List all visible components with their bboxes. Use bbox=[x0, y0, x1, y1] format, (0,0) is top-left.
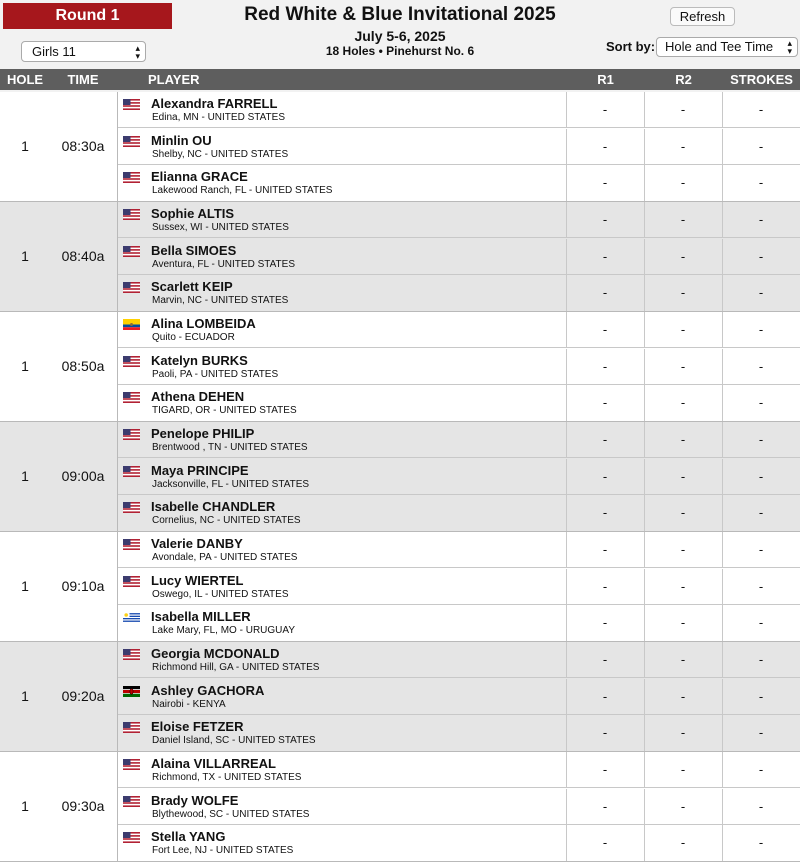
refresh-button[interactable]: Refresh bbox=[670, 7, 735, 26]
group-tee-time: 09:10a bbox=[61, 578, 105, 594]
player-name[interactable]: Bella SIMOES bbox=[151, 242, 237, 258]
group-hole: 1 bbox=[21, 248, 29, 264]
player-row[interactable] bbox=[118, 129, 800, 165]
score-strokes: - bbox=[722, 349, 799, 385]
score-r1: - bbox=[566, 459, 643, 495]
player-location: Aventura, FL - UNITED STATES bbox=[152, 258, 295, 270]
player-name[interactable]: Sophie ALTIS bbox=[151, 206, 235, 221]
table-header bbox=[0, 69, 800, 90]
player-row[interactable] bbox=[118, 312, 800, 348]
player-name[interactable]: Alina LOMBEIDA bbox=[151, 316, 256, 331]
score-r2: - bbox=[644, 92, 721, 128]
column-header-r2: R2 bbox=[675, 72, 692, 87]
player-name[interactable]: Brady WOLFE bbox=[151, 792, 239, 808]
player-location: Paoli, PA - UNITED STATES bbox=[152, 368, 279, 380]
player-location: Daniel Island, SC - UNITED STATES bbox=[152, 735, 316, 746]
player-row[interactable] bbox=[118, 495, 800, 531]
tee-time-group bbox=[0, 752, 800, 862]
ke-flag-icon bbox=[123, 684, 140, 695]
score-strokes: - bbox=[722, 605, 799, 641]
us-flag-icon bbox=[123, 390, 140, 401]
tee-time-group bbox=[0, 202, 800, 312]
us-flag-icon bbox=[123, 757, 140, 768]
round-tab[interactable]: Round 1 bbox=[3, 3, 172, 29]
player-row[interactable] bbox=[118, 569, 800, 605]
score-r2: - bbox=[644, 422, 721, 458]
score-r2: - bbox=[644, 495, 721, 531]
score-r1: - bbox=[566, 312, 643, 348]
player-location: Edina, MN - UNITED STATES bbox=[152, 112, 285, 123]
score-strokes: - bbox=[722, 275, 799, 311]
player-location: Nairobi - KENYA bbox=[152, 698, 226, 710]
player-name[interactable]: Alaina VILLARREAL bbox=[151, 756, 276, 771]
score-strokes: - bbox=[722, 422, 799, 458]
group-hole: 1 bbox=[21, 358, 29, 374]
player-row[interactable] bbox=[118, 349, 800, 385]
score-r2: - bbox=[644, 275, 721, 311]
player-row[interactable] bbox=[118, 679, 800, 715]
us-flag-icon bbox=[123, 647, 140, 658]
player-location: Lake Mary, FL, MO - URUGUAY bbox=[152, 625, 295, 636]
us-flag-icon bbox=[123, 170, 140, 181]
ec-flag-icon bbox=[123, 317, 140, 328]
score-r1: - bbox=[566, 532, 643, 568]
score-strokes: - bbox=[722, 532, 799, 568]
score-r2: - bbox=[644, 642, 721, 678]
player-row[interactable] bbox=[118, 239, 800, 275]
player-name[interactable]: Isabelle CHANDLER bbox=[151, 499, 276, 514]
score-r2: - bbox=[644, 239, 721, 275]
sort-label: Sort by: bbox=[606, 39, 656, 54]
tee-time-group bbox=[0, 92, 800, 202]
score-r2: - bbox=[644, 349, 721, 385]
column-header-strokes: STROKES bbox=[730, 72, 793, 87]
group-hole: 1 bbox=[21, 688, 29, 704]
score-strokes: - bbox=[722, 495, 799, 531]
player-name[interactable]: Isabella MILLER bbox=[151, 609, 251, 624]
score-r1: - bbox=[566, 385, 643, 421]
us-flag-icon bbox=[123, 794, 140, 805]
score-r1: - bbox=[566, 165, 643, 201]
player-location: Brentwood , TN - UNITED STATES bbox=[152, 442, 308, 453]
player-row[interactable] bbox=[118, 532, 800, 568]
us-flag-icon bbox=[123, 720, 140, 731]
select-arrows-icon: ▴ ▾ bbox=[135, 42, 140, 61]
sort-select-value: Hole and Tee Time bbox=[665, 39, 774, 54]
player-location: Lakewood Ranch, FL - UNITED STATES bbox=[152, 185, 333, 196]
player-location: Jacksonville, FL - UNITED STATES bbox=[152, 478, 310, 490]
score-r2: - bbox=[644, 825, 721, 861]
player-row[interactable] bbox=[118, 385, 800, 421]
tee-time-group bbox=[0, 422, 800, 532]
us-flag-icon bbox=[123, 244, 140, 255]
player-location: Sussex, WI - UNITED STATES bbox=[152, 222, 289, 233]
score-strokes: - bbox=[722, 165, 799, 201]
score-r1: - bbox=[566, 495, 643, 531]
score-r2: - bbox=[644, 605, 721, 641]
group-tee-time: 08:50a bbox=[61, 358, 105, 374]
tournament-dates: July 5-6, 2025 bbox=[354, 28, 446, 44]
us-flag-icon bbox=[123, 97, 140, 108]
score-strokes: - bbox=[722, 92, 799, 128]
score-r1: - bbox=[566, 679, 643, 715]
score-r1: - bbox=[566, 715, 643, 751]
group-hole: 1 bbox=[21, 798, 29, 814]
player-location: TIGARD, OR - UNITED STATES bbox=[152, 405, 297, 416]
sort-select[interactable] bbox=[656, 37, 798, 57]
score-r1: - bbox=[566, 202, 643, 238]
score-strokes: - bbox=[722, 679, 799, 715]
player-name[interactable]: Lucy WIERTEL bbox=[151, 572, 244, 588]
column-header-hole: HOLE bbox=[6, 72, 44, 87]
score-r2: - bbox=[644, 312, 721, 348]
tee-time-group bbox=[0, 532, 800, 642]
player-location: Marvin, NC - UNITED STATES bbox=[152, 295, 289, 306]
score-r2: - bbox=[644, 385, 721, 421]
score-r1: - bbox=[566, 642, 643, 678]
score-r2: - bbox=[644, 789, 721, 825]
score-strokes: - bbox=[722, 789, 799, 825]
page-title: Red White & Blue Invitational 2025 bbox=[244, 4, 556, 25]
player-name[interactable]: Georgia MCDONALD bbox=[151, 646, 280, 661]
score-strokes: - bbox=[722, 642, 799, 678]
player-location: Avondale, PA - UNITED STATES bbox=[152, 552, 298, 563]
score-strokes: - bbox=[722, 752, 799, 788]
player-name[interactable]: Ashley GACHORA bbox=[151, 682, 265, 698]
player-row[interactable] bbox=[118, 825, 800, 861]
column-header-r1: R1 bbox=[597, 72, 614, 87]
score-strokes: - bbox=[722, 129, 799, 165]
player-name[interactable]: Katelyn BURKS bbox=[151, 352, 248, 368]
player-location: Oswego, IL - UNITED STATES bbox=[152, 588, 289, 600]
select-arrows-icon: ▴ ▾ bbox=[787, 38, 792, 56]
score-r1: - bbox=[566, 92, 643, 128]
player-row[interactable] bbox=[118, 642, 800, 678]
score-r2: - bbox=[644, 202, 721, 238]
us-flag-icon bbox=[123, 830, 140, 841]
score-r2: - bbox=[644, 569, 721, 605]
us-flag-icon bbox=[123, 537, 140, 548]
player-row[interactable] bbox=[118, 202, 800, 238]
player-row[interactable] bbox=[118, 605, 800, 641]
group-tee-time: 09:30a bbox=[61, 798, 105, 814]
group-tee-time: 09:00a bbox=[61, 468, 105, 484]
score-strokes: - bbox=[722, 569, 799, 605]
us-flag-icon bbox=[123, 354, 140, 365]
group-tee-time: 08:30a bbox=[61, 138, 105, 154]
player-row[interactable] bbox=[118, 92, 800, 128]
player-location: Richmond, TX - UNITED STATES bbox=[152, 772, 302, 783]
uy-flag-icon bbox=[123, 610, 140, 621]
player-location: Blythewood, SC - UNITED STATES bbox=[152, 808, 310, 820]
score-strokes: - bbox=[722, 312, 799, 348]
player-name[interactable]: Alexandra FARRELL bbox=[151, 96, 278, 111]
player-name[interactable]: Stella YANG bbox=[151, 829, 226, 844]
player-row[interactable] bbox=[118, 752, 800, 788]
tee-time-groups bbox=[0, 92, 800, 862]
player-row[interactable] bbox=[118, 165, 800, 201]
player-row[interactable] bbox=[118, 459, 800, 495]
tee-time-group bbox=[0, 642, 800, 752]
us-flag-icon bbox=[123, 134, 140, 145]
score-strokes: - bbox=[722, 825, 799, 861]
tournament-subtitle: 18 Holes • Pinehurst No. 6 bbox=[325, 44, 475, 58]
score-r1: - bbox=[566, 605, 643, 641]
player-location: Fort Lee, NJ - UNITED STATES bbox=[152, 845, 294, 856]
player-row[interactable] bbox=[118, 275, 800, 311]
score-strokes: - bbox=[722, 715, 799, 751]
group-hole: 1 bbox=[21, 578, 29, 594]
score-r1: - bbox=[566, 752, 643, 788]
player-name[interactable]: Scarlett KEIP bbox=[151, 279, 233, 294]
score-r2: - bbox=[644, 459, 721, 495]
score-r2: - bbox=[644, 679, 721, 715]
player-row[interactable] bbox=[118, 715, 800, 751]
us-flag-icon bbox=[123, 464, 140, 475]
column-header-time: TIME bbox=[67, 72, 99, 87]
score-r1: - bbox=[566, 275, 643, 311]
player-name[interactable]: Athena DEHEN bbox=[151, 389, 245, 404]
player-row[interactable] bbox=[118, 422, 800, 458]
group-hole: 1 bbox=[21, 468, 29, 484]
score-strokes: - bbox=[722, 239, 799, 275]
score-r1: - bbox=[566, 129, 643, 165]
score-strokes: - bbox=[722, 459, 799, 495]
group-hole: 1 bbox=[21, 138, 29, 154]
score-r2: - bbox=[644, 752, 721, 788]
score-r2: - bbox=[644, 715, 721, 751]
player-name[interactable]: Minlin OU bbox=[151, 132, 212, 148]
score-r2: - bbox=[644, 165, 721, 201]
player-row[interactable] bbox=[118, 789, 800, 825]
division-select-value: Girls 11 bbox=[32, 44, 76, 59]
us-flag-icon bbox=[123, 427, 140, 438]
group-tee-time: 09:20a bbox=[61, 688, 105, 704]
player-location: Shelby, NC - UNITED STATES bbox=[152, 148, 289, 160]
score-r1: - bbox=[566, 569, 643, 605]
score-r2: - bbox=[644, 532, 721, 568]
score-r1: - bbox=[566, 422, 643, 458]
player-location: Richmond Hill, GA - UNITED STATES bbox=[152, 662, 320, 673]
score-strokes: - bbox=[722, 202, 799, 238]
group-tee-time: 08:40a bbox=[61, 248, 105, 264]
player-name[interactable]: Eloise FETZER bbox=[151, 719, 244, 734]
score-r1: - bbox=[566, 239, 643, 275]
score-r1: - bbox=[566, 349, 643, 385]
tee-time-group bbox=[0, 312, 800, 422]
player-name[interactable]: Penelope PHILIP bbox=[151, 426, 255, 441]
player-name[interactable]: Maya PRINCIPE bbox=[151, 462, 249, 478]
score-strokes: - bbox=[722, 385, 799, 421]
player-location: Quito - ECUADOR bbox=[152, 332, 235, 343]
player-location: Cornelius, NC - UNITED STATES bbox=[152, 515, 301, 526]
player-name[interactable]: Valerie DANBY bbox=[151, 536, 243, 551]
score-r1: - bbox=[566, 789, 643, 825]
column-header-player: PLAYER bbox=[148, 72, 200, 87]
us-flag-icon bbox=[123, 574, 140, 585]
player-name[interactable]: Elianna GRACE bbox=[151, 169, 248, 184]
us-flag-icon bbox=[123, 280, 140, 291]
score-r2: - bbox=[644, 129, 721, 165]
us-flag-icon bbox=[123, 207, 140, 218]
score-r1: - bbox=[566, 825, 643, 861]
us-flag-icon bbox=[123, 500, 140, 511]
